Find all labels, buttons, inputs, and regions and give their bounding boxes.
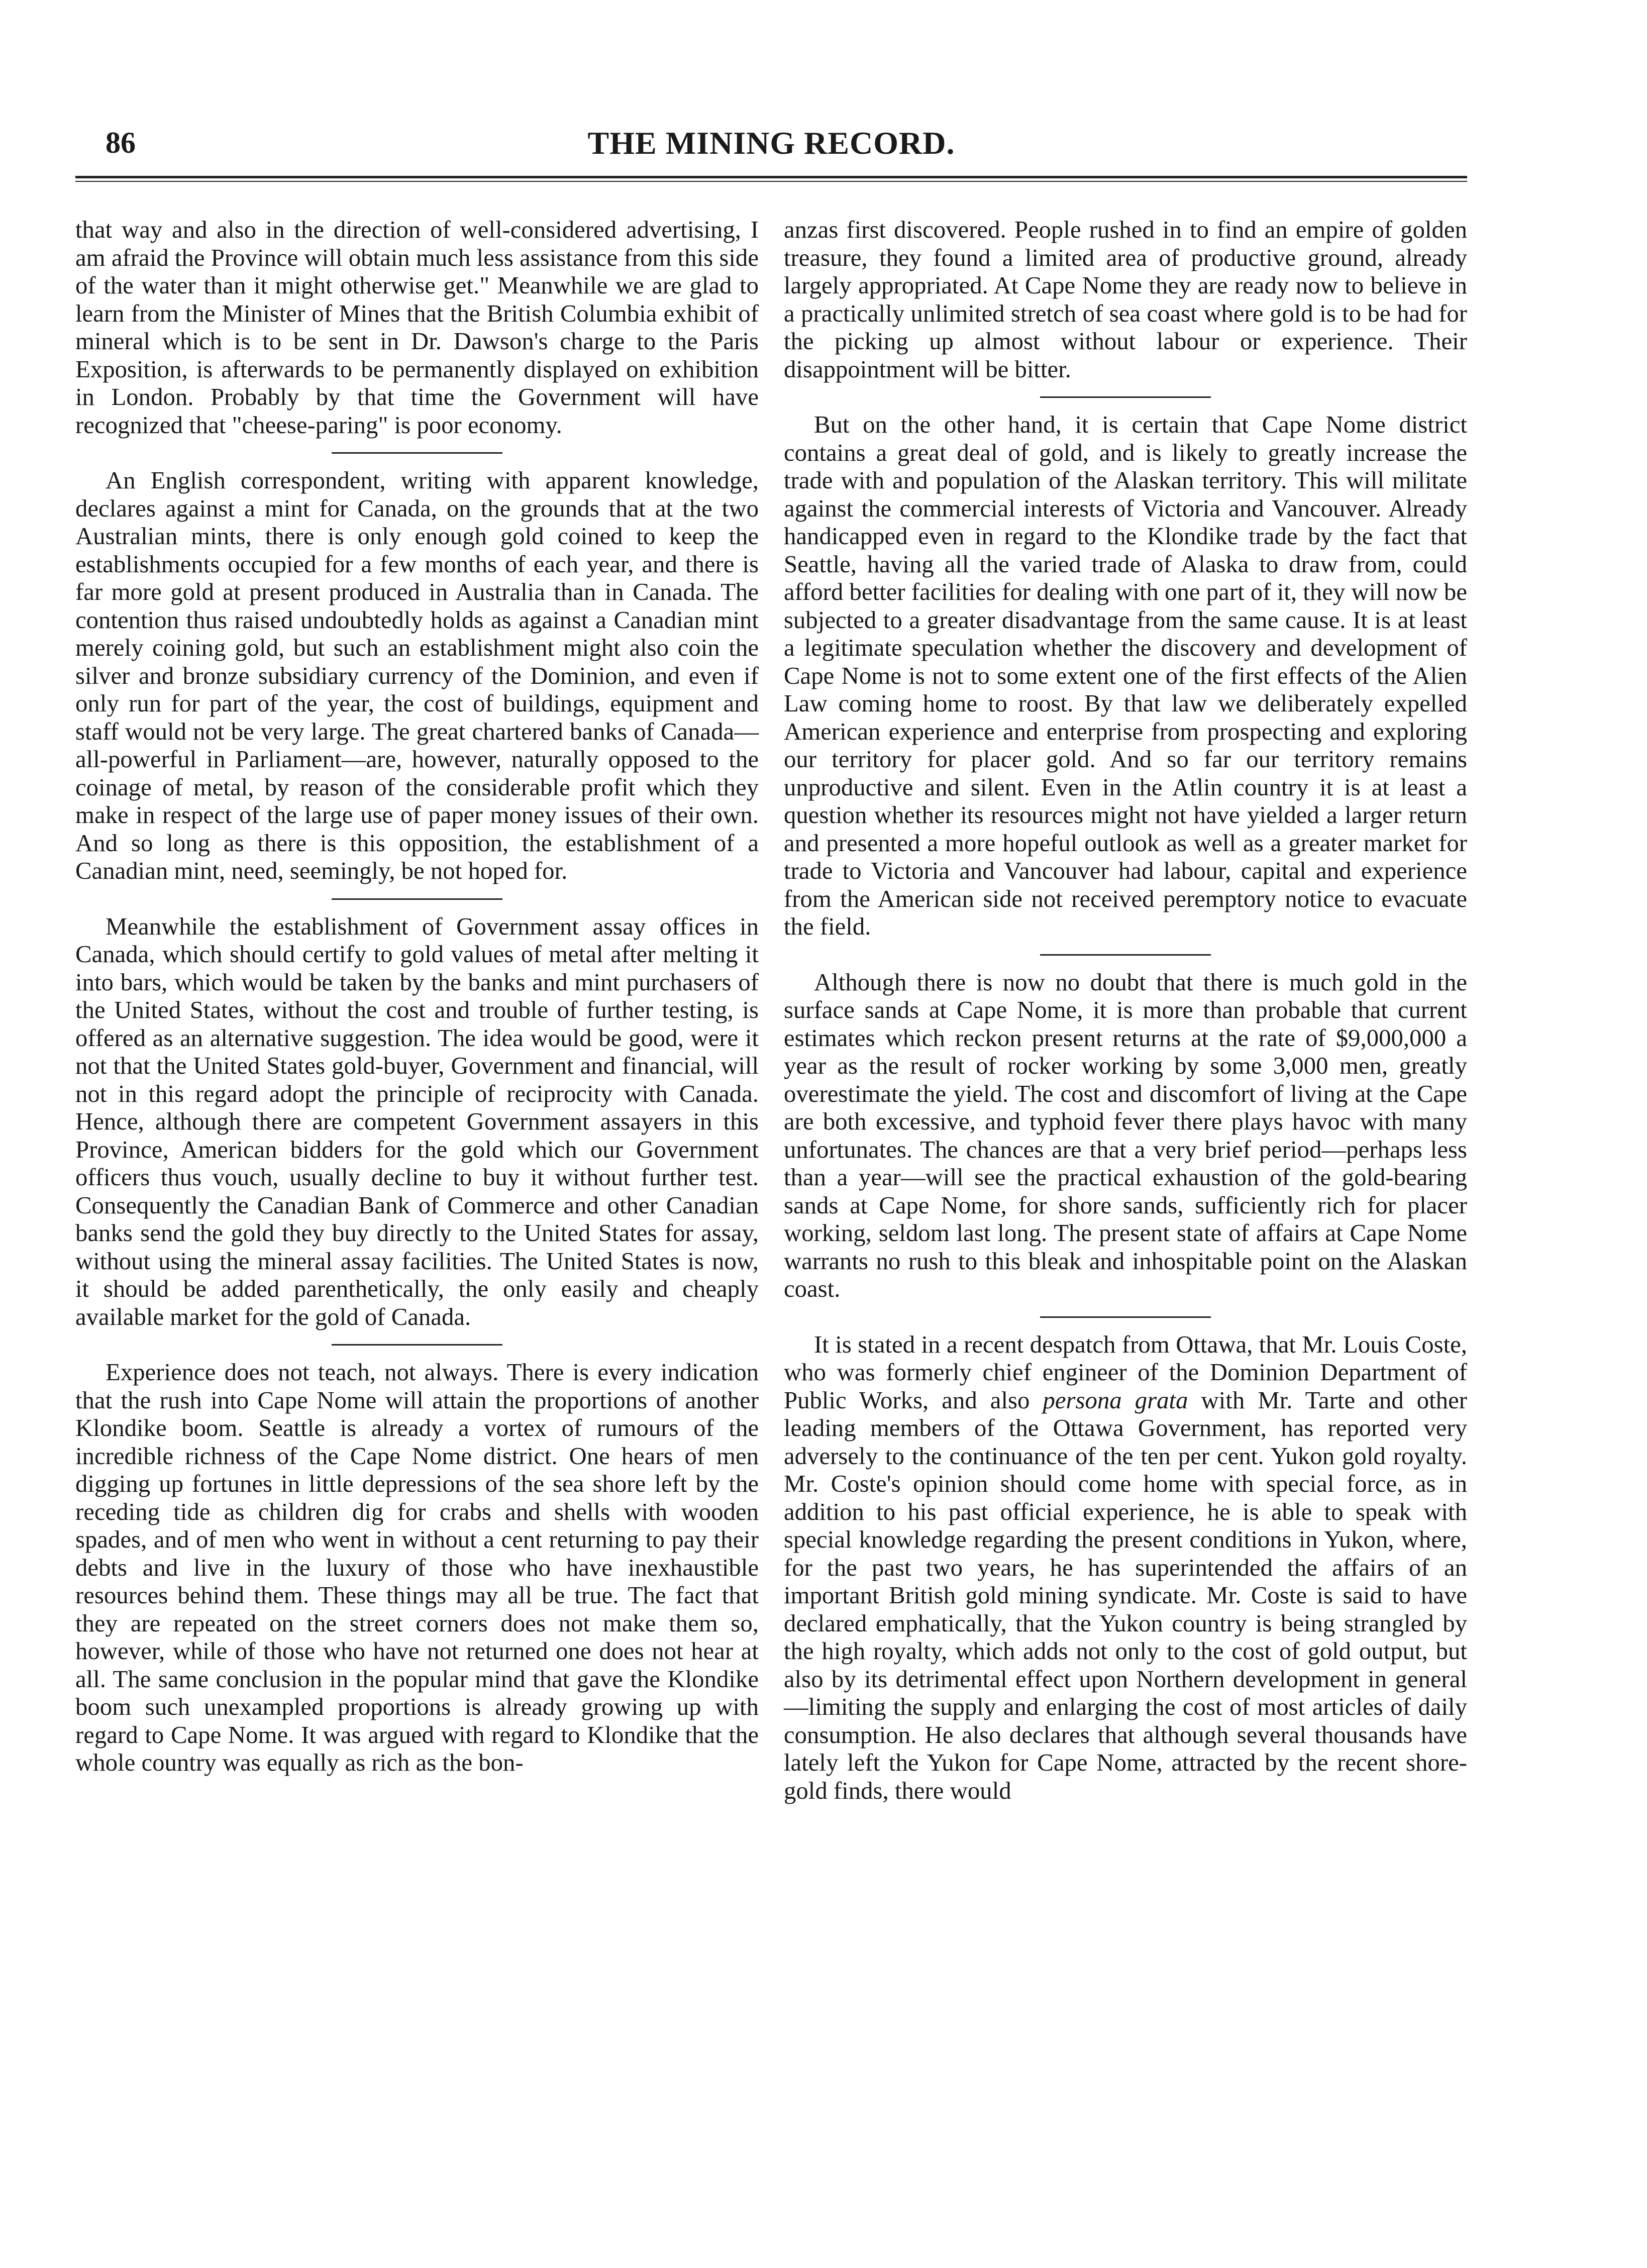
header-rule-thick	[75, 176, 1467, 178]
header-rule-thin	[75, 181, 1467, 182]
left-paragraph-4: Experience does not teach, not always. There is every indication that the rush into Cape Nome will attain the proportions of another Klondike boom. Seattle is already a vortex of rumours of the incredible richness of the Cape Nome district. One hears of men digging up fortunes in little depressions of the sea shore left by the receding tide as children dig for crabs and shells with wooden spades, and of men who went in without a cent returning to pay their debts and live in the luxury of those who have inexhaustible resources behind them. These things may all be true. The fact that they are repeated on the street corners does not make them so, however, while of those who have not returned one does not hear at all. The same conclusion in the popular mind that gave the Klondike boom such unexampled proportions is already growing up with regard to Cape Nome. It was argued with regard to Klondike that the whole country was equally as rich as the bon-	[75, 1359, 759, 1776]
left-paragraph-3: Meanwhile the establishment of Government assay offices in Canada, which should certify to gold values of metal after melting it into bars, which would be taken by the banks and mint purchasers of the United States, without the cost and trouble of further testing, is offered as an alternative suggestion. The idea would be good, were it not that the United States gold-buyer, Government and financial, will not in this regard adopt the principle of reciprocity with Canada. Hence, although there are competent Government assayers in this Province, American bidders for the gold which our Government officers thus vouch, usually decline to buy it without further test. Consequently the Canadian Bank of Commerce and other Canadian banks send the gold they buy directly to the United States for assay, without using the mineral assay facilities. The United States is now, it should be added parenthetically, the only easily and cheaply available market for the gold of Canada.	[75, 912, 759, 1330]
right-paragraph-1: anzas first discovered. People rushed in to find an empire of golden treasure, they found a limited area of productive ground, already largely appropriated. At Cape Nome they are ready now to believe in a practically unlimited stretch of sea coast where gold is to be had for the picking up almost without labour or experience. Their disappointment will be bitter.	[784, 216, 1467, 383]
right-column	[784, 216, 1467, 2216]
section-separator	[1040, 396, 1211, 398]
section-separator	[332, 1344, 502, 1346]
section-separator	[332, 452, 502, 454]
page-number: 86	[106, 126, 136, 159]
left-paragraph-2: An English correspondent, writing with apparent knowledge, declares against a mint for Canada, on the grounds that at the two Australian mints, there is only enough gold coined to keep the establishments occupied for a few months of each year, and there is far more gold at present produced in Australia than in Canada. The contention thus raised undoubtedly holds as against a Canadian mint merely coining gold, but such an establishment might also coin the silver and bronze subsidiary currency of the Dominion, and even if only run for part of the year, the cost of buildings, equipment and staff would not be very large. The great chartered banks of Canada—all-powerful in Parliament—are, however, naturally opposed to the coinage of metal, by reason of the considerable profit which they make in respect of the large use of paper money issues of their own. And so long as there is this opposition, the establishment of a Canadian mint, need, seemingly, be not hoped for.	[75, 467, 759, 884]
right-paragraph-2: But on the other hand, it is certain that Cape Nome district contains a great deal of gold, and is likely to greatly increase the trade with and population of the Alaskan territory. This will militate against the commercial interests of Victoria and Vancouver. Already handicapped even in regard to the Klondike trade by the fact that Seattle, having all the varied trade of Alaska to draw from, could afford better facilities for dealing with one part of it, they will now be subjected to a greater disadvantage from the same cause. It is at least a legitimate speculation whether the discovery and development of Cape Nome is not to some extent one of the first effects of the Alien Law coming home to roost. By that law we deliberately expelled American experience and enterprise from prospecting and exploring our territory for placer gold. And so far our territory remains unproductive and silent. Even in the Atlin country it is at least a question whether its resources might not have yielded a larger return and presented a more hopeful outlook as well as a greater market for trade to Victoria and Vancouver had labour, capital and experience from the American side not received peremptory notice to evacuate the field.	[784, 411, 1467, 940]
right-paragraph-4-start: It is stated in a recent despatch from Ottawa, that Mr. Louis Coste, who was formerly chief engineer of the Dominion Department of Public Works, and also	[784, 1330, 1467, 1414]
left-column	[75, 216, 759, 2216]
left-paragraph-1: that way and also in the direction of well-considered advertising, I am afraid the Province will obtain much less assistance from this side of the water than it might otherwise get." Meanwhile we are glad to learn from the Minister of Mines that the British Columbia exhibit of mineral which is to be sent in Dr. Dawson's charge to the Paris Exposition, is afterwards to be permanently displayed on exhibition in London. Probably by that time the Government will have recognized that "cheese-paring" is poor economy.	[75, 216, 759, 439]
journal-title: THE MINING RECORD.	[587, 125, 955, 161]
section-separator	[1040, 954, 1211, 956]
italic-phrase: persona grata	[1043, 1386, 1188, 1414]
right-paragraph-3: Although there is now no doubt that there is much gold in the surface sands at Cape Nome, it is more than probable that current estimates which reckon present returns at the rate of $9,000,000 a year as the result of rocker working by some 3,000 men, greatly overestimate the yield. The cost and discomfort of living at the Cape are both excessive, and typhoid fever there plays havoc with many unfortunates. The chances are that a very brief period—perhaps less than a year—will see the practical exhaustion of the gold-bearing sands at Cape Nome, for shore sands, sufficiently rich for placer working, seldom last long. The present state of affairs at Cape Nome warrants no rush to this bleak and inhospitable point on the Alaskan coast.	[784, 968, 1467, 1302]
page-header	[75, 116, 1467, 181]
section-separator	[1040, 1316, 1211, 1318]
section-separator	[332, 898, 502, 900]
right-paragraph-4	[784, 1331, 1467, 1805]
right-paragraph-4-end: with Mr. Tarte and other leading members of the Ottawa Government, has reported very adversely to the continuance of the ten per cent. Yukon gold royalty. Mr. Coste's opinion should come home with special force, as in addition to his past official experience, he is able to speak with special knowledge regarding the present conditions in Yukon, where, for the past two years, he has superintended the affairs of an important British gold mining syndicate. Mr. Coste is said to have declared emphatically, that the Yukon country is being strangled by the high royalty, which adds not only to the cost of gold output, but also by its detrimental effect upon Northern development in general—limiting the supply and enlarging the cost of most articles of daily consumption. He also declares that although several thousands have lately left the Yukon for Cape Nome, attracted by the recent shore-gold finds, there would	[784, 1386, 1467, 1804]
